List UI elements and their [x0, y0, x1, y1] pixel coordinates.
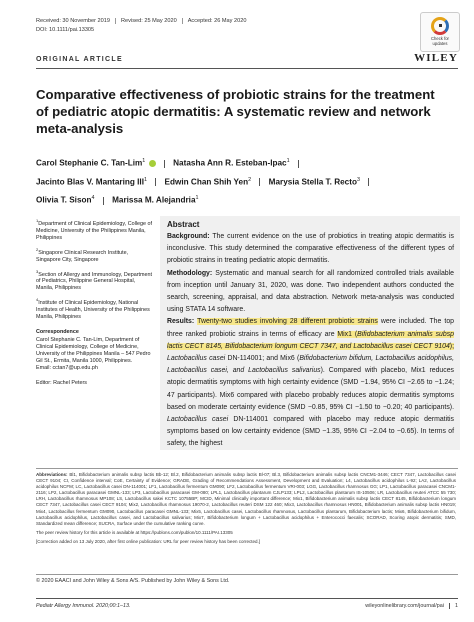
author-affiliation-mark: 1	[143, 176, 147, 183]
check-for-updates-badge[interactable]	[420, 12, 460, 52]
author-affiliation-mark: 1	[142, 158, 146, 164]
divider	[368, 178, 369, 186]
correction-note: [Correction added on 13 July 2020, after first online publication: URL for peer review history has been corrected.]	[36, 538, 260, 544]
author-name[interactable]: Marysia Stella T. Recto	[268, 177, 357, 187]
divider	[449, 603, 450, 609]
copyright: © 2020 EAACI and John Wiley & Sons A/S. Published by John Wiley & Sons Ltd.	[36, 578, 230, 584]
affiliation: $^2$Singapore Clinical Research Institute, Singapore City, Singapore	[36, 246, 129, 263]
divider	[164, 160, 165, 168]
affiliation: $^1$Department of Clinical Epidemiology, College of Medicine, University of the Philippines Manila, Philippines	[36, 218, 152, 241]
article-title: Comparative effectiveness of probiotic strains for the treatment of pediatric atopic dermatitis: A systematic review and network meta-analysis	[36, 87, 435, 136]
header-rule	[36, 68, 458, 69]
author-affiliation-mark: 3	[356, 176, 360, 183]
copyright-rule	[36, 574, 458, 575]
badge-line-2: updates	[432, 41, 448, 46]
author-name[interactable]: Olivia T. Sison	[36, 196, 92, 206]
divider	[182, 18, 183, 24]
divider	[155, 178, 156, 186]
author-name[interactable]: Natasha Ann R. Esteban-Ipac	[173, 158, 287, 168]
correspondence-address: Carol Stephanie C. Tan-Lim, Department of Clinical Epidemiology, College of Medicine, University of the Philippines Manila – 547 Pedro Gil St., Ermita, Manila 1000, Philippines.	[36, 337, 151, 365]
highlight: Mix1 (Bifidobacterium animalis subsp lactis CECT 8145, Bifidobacterium longum CECT 7347, and Lactobacillus casei CECT 9104);	[167, 330, 455, 350]
author-name[interactable]: Edwin Chan Shih Yen	[164, 177, 249, 187]
abstract-heading: Abstract	[167, 220, 200, 229]
orcid-icon[interactable]	[149, 160, 156, 167]
divider	[115, 18, 116, 24]
received-date: Received: 30 November 2019	[36, 18, 111, 24]
correspondence-heading: Correspondence	[36, 329, 79, 336]
affiliation: $^4$Institute of Clinical Epidemiology, National Institutes of Health, University of the Philippines Manila, Philippines	[36, 297, 150, 321]
page-footer	[36, 603, 458, 609]
abbreviations: Abbreviations: Bl1, Bifidobacterium animalis subsp lactis Bb-12; Bl.2, Bifidobacterium animalis subsp lactis Bl-07; Bl.3, Bifidobacterium animalis subsp lactis CNCM1-3446; CECT 7347, Lactobacillus casei CECT 9104; CI, Confidence interval; CoE, Certainty of Evidence; GRADE, Grading of Recommendations Assessment, Development and Evaluation; L4, Lactobacillus acidophilus L-92; LA2, Lactobacillus acidophilus NCFM; LC, Lactobacillus casei DN-114001; LF1, Lactobacillus fermentum GM090; LF2, Lactobacillus fermentum VRI-003; LGG, Lactobacillus rhamnosus GG; LP1, Lactobacillus paracasei CNCM1-2116; LP2, Lactobacillus paracasei GMNL-133; LP3, Lactobacillus paracasei GM-080; LPL1, Lactobacillus plantarum CJLP133; LPL2, Lactobacillus plantarum IS-10506; LR, Lactobacillus reuteri ATCC 55 730; LRH, Lactobacillus rhamnosus MP108; LS, Lactobacillus sakei KCTC 10755BP; MCID, Minimal clinically important difference; Mix1, Bifidobacterium animalis subsp lactis CECT 8145, Bifidobacterium longum CECT 7347, Lactobacillus casei CECT 9104; Mix2, Lactobacillus rhamnosus 19070-2, Lactobacillus reuteri DSM 122 460; Mix3, Lactobacillus rhamnosus HN001, Bifidobacterium animalis subsp lactis HN019; Mix4, Lactobacillus fermentum GM090, Lactobacillus paracasei GMNL-133; Mix5, Lactobacillus casei, Lactobacillus rhamnosus, Lactobacillus plantarum, Bifidobacterium lactis; Mix6, Bifidobacterium bifidum, Lactobacillus acidophilus, Lactobacillus casei, and Lactobacillus salivarius; Mix7, Bifidobacterium longum + Lactobacillus acidophilus + Enterococci faecalis; SCORAD, Scoring atopic dermatitis; SMD, Standardized mean difference; SUCRA, Surface under the cumulative ranking curve.	[36, 472, 456, 526]
footer-rule	[36, 598, 458, 599]
divider	[298, 160, 299, 168]
article-type: ORIGINAL ARTICLE	[36, 56, 123, 63]
publisher-logo: WILEY	[414, 52, 458, 64]
author-affiliation-mark: 1	[286, 158, 290, 164]
highlight: Twenty-two studies involving 28 different probiotic strains	[197, 318, 378, 326]
author-name[interactable]: Carol Stephanie C. Tan-Lim	[36, 158, 143, 168]
editor-note: Editor: Rachel Peters	[36, 380, 87, 387]
check-for-updates-icon	[431, 17, 449, 35]
author-affiliation-mark: 4	[91, 195, 95, 202]
doi[interactable]: DOI: 10.1111/pai.13305	[36, 27, 95, 33]
author-affiliation-mark: 2	[248, 176, 252, 183]
journal-url[interactable]: wileyonlinelibrary.com/journal/pai	[365, 603, 444, 609]
journal-citation: Pediatr Allergy Immunol. 2020;00:1–13.	[36, 603, 131, 609]
badge-line-1: Check for	[431, 36, 449, 42]
peer-review-note[interactable]: The peer review history for this article is available at https://publons.com/publon/10.1111/PAI.13305	[36, 529, 233, 535]
affiliation: $^3$Section of Allergy and Immunology, Department of Pediatrics, Philippine General Hospital, Manila, Philippines	[36, 268, 152, 292]
footnote-rule	[36, 468, 458, 469]
footnotes	[36, 472, 456, 545]
article-history	[36, 18, 404, 33]
author-list	[36, 153, 456, 209]
author-affiliation-mark: 1	[195, 195, 199, 202]
divider	[103, 197, 104, 205]
affiliations-column	[36, 217, 154, 387]
correspondence-email[interactable]: Email: cctan7@up.edu.ph	[36, 365, 98, 372]
author-name[interactable]: Marissa M. Alejandria	[112, 196, 196, 206]
abstract-box	[160, 216, 460, 450]
accepted-date: Accepted: 26 May 2020	[187, 18, 247, 24]
revised-date: Revised: 25 May 2020	[121, 18, 177, 24]
page-number: 1	[455, 603, 458, 609]
divider	[259, 178, 260, 186]
abstract-text: Background: The current evidence on the use of probiotics in treating atopic dermatitis is inconclusive. This study determined the comparative effectiveness of the different types of probiotic strains in treating pediatric atopic dermatitis. Methodology: Systematic and manual search for all randomized controlled trials available from inception until January 31, 2020, was done. Two independent authors conducted the search, screening, appraisal, and data abstraction. Network meta-analysis was conducted using STATA 14 software. Results: Twenty-two studies involving 28 different probiotic strains were included. The top three ranked probiotic strains in terms of efficacy are Mix1 (Bifidobacterium animalis subsp lactis CECT 8145, Bifidobacterium longum CECT 7347, and Lactobacillus casei CECT 9104); Lactobacillus casei DN-114001; and Mix6 (Bifidobacterium bifidum, Lactobacillus acidophilus, Lactobacillus casei, and Lactobacillus salivarius). Compared with placebo, Mix1 reduces atopic dermatitis symptoms with high certainty evidence (SMD −1.94, 95% CI −2.65 to −1.24; 47 participants). Mix6 compared with placebo probably reduces atopic dermatitis symptoms based on moderate certainty evidence (SMD −0.85, 95% CI −1.50 to −0.20; 40 participants). Lactobacillus casei DN-114001 compared with placebo may reduce atopic dermatitis symptoms based on low certainty evidence (SMD −1.35, 95% CI −2.04 to −0.65). In terms of safety, the highest	[167, 233, 455, 448]
author-name[interactable]: Jacinto Blas V. Mantaring III	[36, 177, 144, 187]
